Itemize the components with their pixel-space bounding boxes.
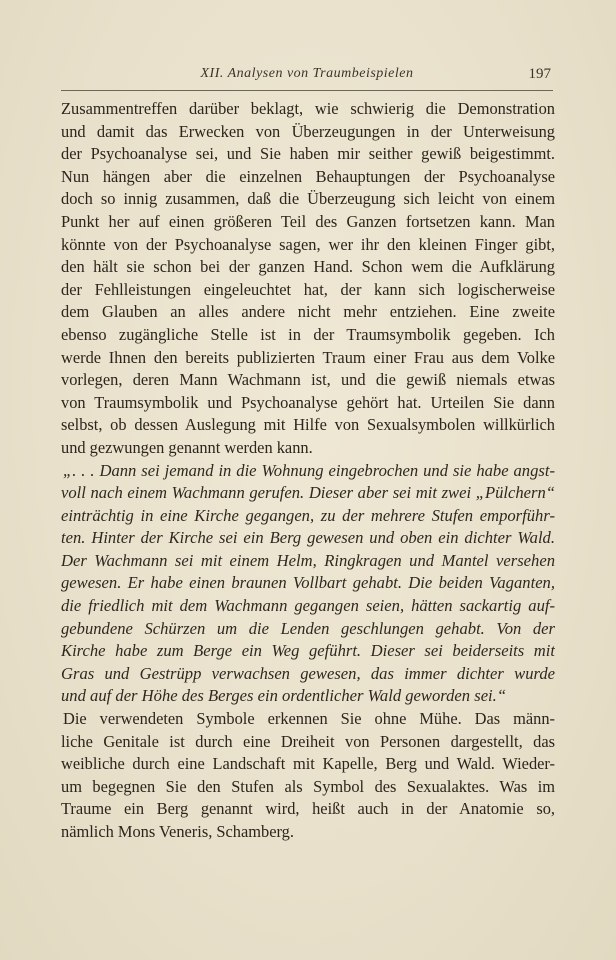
quote-line: gebundene Schürzen um die Lenden geschlungen gehabt. Von der [61, 618, 555, 638]
paragraph-3 [61, 708, 555, 844]
text-line: dem Glauben an alles andere nicht mehr entziehen. Eine zweite [61, 302, 555, 322]
running-head: XII. Analysen von Traumbeispielen [200, 66, 414, 81]
text-line: Zusammentreffen darüber beklagt, wie schwierig die Demonstration [61, 99, 555, 118]
text-line: und gezwungen genannt werden kann. [61, 437, 313, 457]
text-line: könnte von der Psychoanalyse sagen, wer ihr den kleinen Finger gibt, [61, 234, 555, 254]
text-line: vorlegen, deren Mann Wachmann ist, und die gewiß niemals etwas [61, 370, 555, 390]
quote-line: die friedlich mit dem Wachmann gegangen seien, hätten sackartig auf- [61, 596, 555, 616]
body-text [61, 98, 555, 844]
text-line: weibliche durch eine Landschaft mit Kapelle, Berg und Wald. Wieder- [61, 754, 555, 774]
quote-line: ten. Hinter der Kirche sei ein Berg gewesen und oben ein dichter Wald. [61, 528, 555, 548]
text-line: Die verwendeten Symbole erkennen Sie ohne Mühe. Das männ- [63, 709, 555, 729]
quote-line: Gras und Gestrüpp verwachsen gewesen, das immer dichter wurde [61, 663, 555, 683]
text-line: von Traumsymbolik und Psychoanalyse gehört hat. Urteilen Sie dann [61, 392, 555, 412]
text-line: Nun hängen aber die einzelnen Behauptungen der Psychoanalyse [61, 166, 555, 186]
quote-line: und auf der Höhe des Berges ein ordentlicher Wald geworden sei.“ [61, 686, 507, 706]
text-line: um begegnen Sie den Stufen als Symbol des Sexualaktes. Was im [61, 776, 555, 796]
quote-line: gewesen. Er habe einen braunen Vollbart gehabt. Die beiden Vaganten, [61, 573, 555, 593]
quote-line: „. . . Dann sei jemand in die Wohnung eingebrochen und sie habe angst- [63, 460, 555, 480]
text-line: der Fehlleistungen eingeleuchtet hat, der kann sich logischerweise [61, 279, 555, 299]
text-line: selbst, ob dessen Auslegung mit Hilfe von Sexualsymbolen willkürlich [61, 415, 555, 435]
dream-quotation [61, 460, 555, 709]
quote-line: Kirche habe zum Berge ein Weg geführt. Dieser sei beiderseits mit [61, 641, 555, 661]
text-line: liche Genitale ist durch eine Dreiheit von Personen dargestellt, das [61, 731, 555, 751]
quote-line: einträchtig in eine Kirche gegangen, zu der mehrere Stufen emporführ- [61, 505, 555, 525]
text-line: Traume ein Berg genannt wird, heißt auch in der Anatomie so, [61, 799, 555, 819]
text-line: ebenso zugängliche Stelle ist in der Traumsymbolik gegeben. Ich [61, 324, 555, 344]
text-line: nämlich Mons Veneris, Schamberg. [61, 822, 294, 841]
quote-line: voll nach einem Wachmann gerufen. Dieser aber sei mit zwei „Pülchern“ [61, 483, 555, 503]
page-header [61, 64, 553, 91]
text-line: und damit das Erwecken von Überzeugungen in der Unterweisung [61, 121, 555, 141]
text-line: den hält sie schon bei der ganzen Hand. Schon wem die Aufklärung [61, 257, 555, 277]
paragraph-1 [61, 98, 555, 460]
text-line: doch so innig zusammen, daß die Überzeugung sich leicht von einem [61, 189, 555, 209]
text-line: werde Ihnen den bereits publizierten Traum einer Frau aus dem Volke [61, 347, 555, 367]
page-number: 197 [528, 66, 551, 82]
text-line: der Psychoanalyse sei, und Sie haben mir seither gewiß beigestimmt. [61, 144, 555, 164]
text-line: Punkt her auf einen größeren Teil des Ganzen fortsetzen kann. Man [61, 211, 555, 231]
quote-line: Der Wachmann sei mit einem Helm, Ringkragen und Mantel versehen [61, 550, 555, 570]
